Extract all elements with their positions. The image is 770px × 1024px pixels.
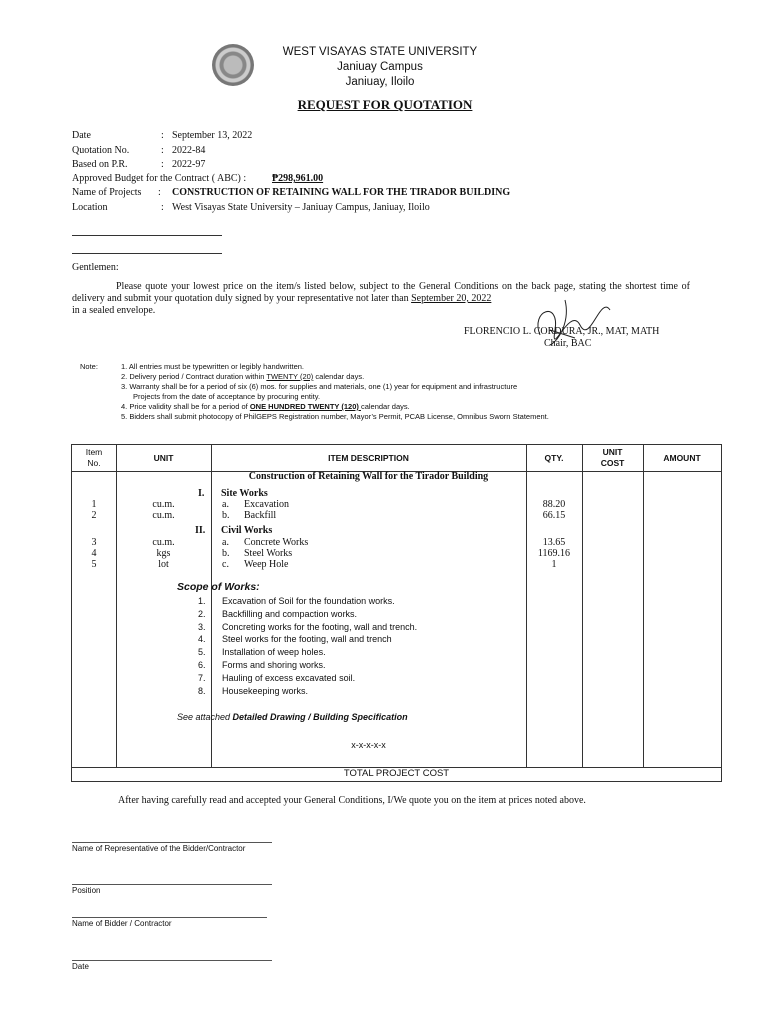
row-3-qty: 13.65 (542, 537, 566, 548)
addressee-line-1[interactable] (72, 235, 222, 236)
header-qty: QTY. (544, 453, 564, 463)
row-4-unit: kgs (156, 548, 171, 559)
scope-item: 8. Housekeeping works. (198, 685, 309, 696)
representative-signature-line[interactable] (72, 842, 272, 843)
project-label: Name of Projects (72, 187, 142, 198)
note-label: Note: (80, 362, 98, 371)
pr-value: 2022-97 (172, 159, 206, 170)
section-2-number: II. (195, 525, 206, 536)
note-1: 1. All entries must be typewritten or legibly handwritten. (121, 362, 305, 371)
header-amount: AMOUNT (663, 453, 701, 463)
row-3-no: 3 (91, 537, 97, 548)
campus-name: Janiuay Campus (337, 61, 423, 73)
row-1-qty: 88.20 (542, 499, 566, 510)
row-5-qty: 1 (551, 559, 557, 570)
note-3: 3. Warranty shall be for a period of six (6) mos. for supplies and materials, one (1) year for equipment and infrastructure (121, 382, 518, 391)
row-4-qty: 1169.16 (537, 548, 571, 559)
deadline-date: September 20, 2022 (411, 293, 492, 304)
header-unit-cost: UNIT COST (600, 447, 625, 468)
university-seal-logo (212, 44, 254, 86)
end-mark: x-x-x-x-x (351, 740, 386, 750)
section-2-title: Civil Works (221, 525, 273, 536)
header-item-no: Item No. (85, 447, 103, 468)
scope-item: 1. Excavation of Soil for the foundation works. (198, 596, 395, 606)
location-value: West Visayas State University – Janiuay Campus, Janiuay, Iloilo (172, 202, 430, 213)
bidder-label: Name of Bidder / Contractor (72, 919, 172, 928)
row-5-no: 5 (91, 559, 97, 570)
section-1-title: Site Works (221, 488, 268, 499)
row-4-desc: Steel Works (244, 548, 293, 559)
scope-item: 5. Installation of weep holes. (198, 647, 326, 658)
row-1-unit: cu.m. (152, 499, 175, 510)
project-value: CONSTRUCTION OF RETAINING WALL FOR THE TIRADOR BUILDING (172, 187, 511, 198)
row-1-desc: Excavation (244, 499, 289, 510)
row-2-unit: cu.m. (152, 510, 175, 521)
abc-value: ₱298,961.00 (272, 173, 324, 184)
row-3-unit: cu.m. (152, 537, 175, 548)
note-2: 2. Delivery period / Contract duration within TWENTY (20) calendar days. (121, 372, 365, 381)
signatory-name: FLORENCIO L. CORDURA, JR., MAT, MATH (464, 326, 660, 337)
row-3-desc: Concrete Works (244, 537, 309, 548)
note-3b: Projects from the date of acceptance by procuring entity. (133, 392, 321, 401)
position-line[interactable] (72, 884, 272, 885)
abc-label: Approved Budget for the Contract ( ABC) : (72, 173, 247, 184)
letter-body: Please quote your lowest price on the item/s listed below, subject to the General Conditions on the back page, stating the shortest time of delivery and submit your quotation duly signed by your representative not later than September 20, 2022 in a sealed envelope. (72, 281, 690, 316)
note-4: 4. Price validity shall be for a period of ONE HUNDRED TWENTY (120) calendar days. (121, 402, 410, 411)
position-label: Position (72, 886, 101, 895)
quotation-table (71, 444, 722, 782)
project-title-row: Construction of Retaining Wall for the Tirador Building (248, 471, 489, 482)
quotation-info: Date : September 13, 2022 Quotation No. : 2022-84 Based on P.R. : 2022-97 Approved Budget for the Contract ( ABC) : ₱298,961.00 Name of Projects : CONSTRUCTION OF RETAINING WALL FOR THE TIRADOR BUILDING Location : West Visayas State University – Janiuay Campus, Janiuay, Iloilo (72, 130, 511, 213)
representative-label: Name of Representative of the Bidder/Contractor (72, 844, 246, 853)
header-item-description: ITEM DESCRIPTION (328, 453, 409, 463)
row-5-desc: Weep Hole (244, 559, 289, 570)
pr-label: Based on P.R. (72, 159, 128, 170)
bidder-line[interactable] (72, 917, 267, 918)
row-2-no: 2 (91, 510, 97, 521)
date-footer-label: Date (72, 962, 89, 971)
scope-item: 4. Steel works for the footing, wall and trench (198, 634, 392, 645)
salutation: Gentlemen: (72, 262, 119, 273)
scope-item: 7. Hauling of excess excavated soil. (198, 672, 356, 683)
row-1-letter: a. (222, 499, 229, 510)
date-label: Date (72, 130, 91, 141)
scope-item: 6. Forms and shoring works. (198, 659, 326, 670)
row-2-letter: b. (222, 510, 230, 521)
date-value: September 13, 2022 (172, 130, 253, 141)
total-project-cost-label: TOTAL PROJECT COST (343, 768, 450, 779)
row-3-letter: a. (222, 537, 229, 548)
row-2-desc: Backfill (244, 510, 277, 521)
row-2-qty: 66.15 (542, 510, 566, 521)
date-line[interactable] (72, 960, 272, 961)
scope-list (198, 595, 518, 697)
location-label: Location (72, 202, 108, 213)
header-unit: UNIT (153, 453, 174, 463)
quotation-no-label: Quotation No. (72, 145, 130, 156)
note-5: 5. Bidders shall submit photocopy of PhilGEPS Registration number, Mayor’s Permit, PCAB License, Omnibus Sworn Statement. (121, 412, 549, 421)
see-attached-note: See attached Detailed Drawing / Building Specification (177, 712, 408, 722)
quotation-no-value: 2022-84 (172, 145, 206, 156)
document-title: REQUEST FOR QUOTATION (297, 97, 473, 112)
row-5-letter: c. (222, 559, 229, 570)
row-4-letter: b. (222, 548, 230, 559)
scope-item: 2. Backfilling and compaction works. (198, 608, 358, 619)
university-name: WEST VISAYAS STATE UNIVERSITY (282, 46, 478, 58)
signatory-title: Chair, BAC (544, 338, 592, 349)
addressee-line-2[interactable] (72, 253, 222, 254)
scope-item: 3. Concreting works for the footing, wall and trench. (198, 621, 418, 632)
acceptance-statement: After having carefully read and accepted your General Conditions, I/We quote you on the item at prices noted above. (118, 795, 586, 806)
scope-of-works-title: Scope of Works: (177, 581, 260, 593)
campus-location: Janiuay, Iloilo (345, 76, 415, 88)
row-1-no: 1 (91, 499, 97, 510)
notes-list (121, 362, 721, 422)
section-1-number: I. (198, 488, 205, 499)
row-5-unit: lot (158, 559, 169, 570)
row-4-no: 4 (91, 548, 97, 559)
